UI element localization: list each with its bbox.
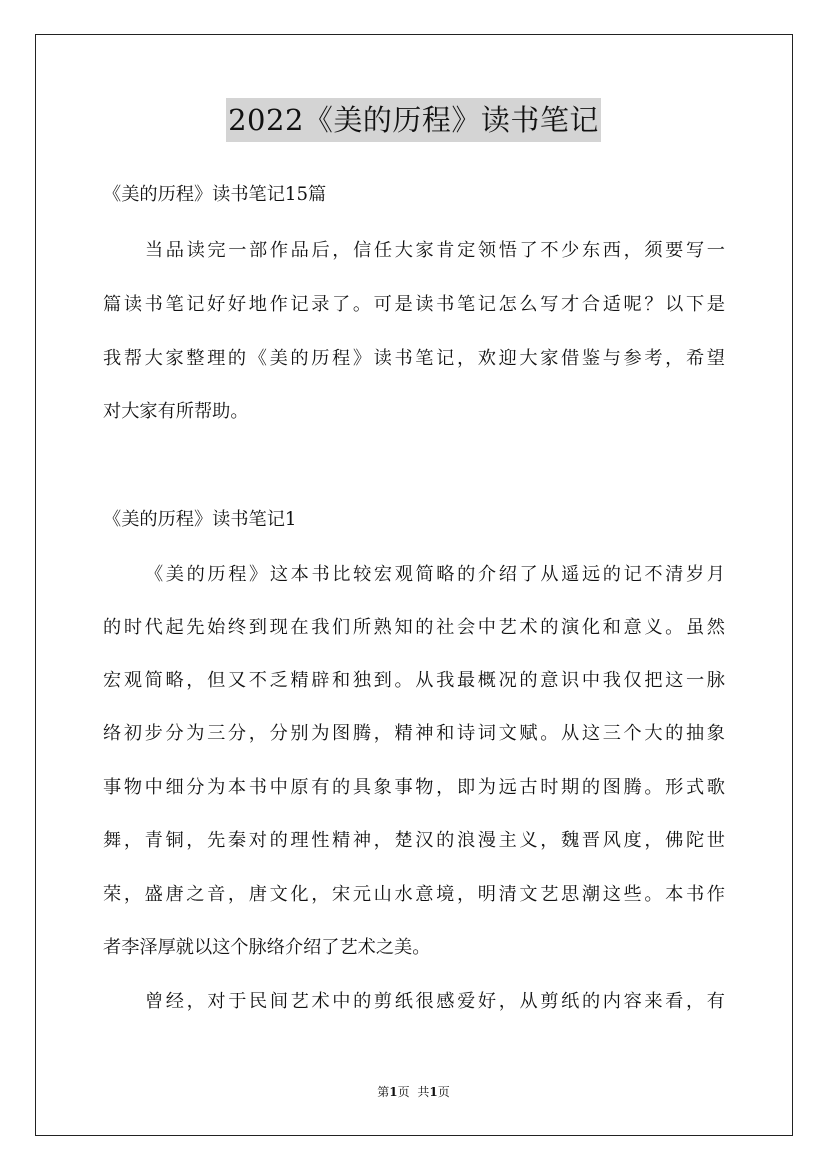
- subtitle: 《美的历程》读书笔记15篇: [103, 184, 327, 205]
- intro-line-2: 篇读书笔记好好地作记录了。可是读书笔记怎么写才合适呢？以下是: [103, 294, 725, 315]
- page-suffix: 页: [397, 1085, 410, 1099]
- page-prefix: 第: [377, 1085, 390, 1099]
- document-title: 2022《美的历程》读书笔记: [226, 98, 601, 142]
- body-line-6: 舞，青铜，先秦对的理性精神，楚汉的浪漫主义，魏晋风度，佛陀世: [103, 830, 725, 851]
- body-line-3: 宏观简略，但又不乏精辟和独到。从我最概况的意识中我仅把这一脉: [103, 670, 725, 691]
- total-pages: 1: [429, 1085, 438, 1099]
- body-line-9: 曾经，对于民间艺术中的剪纸很感爱好，从剪纸的内容来看，有: [145, 991, 725, 1012]
- intro-line-4: 对大家有所帮助。: [103, 401, 249, 422]
- section-heading: 《美的历程》读书笔记1: [103, 509, 297, 530]
- body-line-7: 荣，盛唐之音，唐文化，宋元山水意境，明清文艺思潮这些。本书作: [103, 884, 725, 905]
- page-number: 1: [389, 1085, 398, 1099]
- body-line-4: 络初步分为三分，分别为图腾，精神和诗词文赋。从这三个大的抽象: [103, 723, 725, 744]
- total-prefix: 共: [417, 1085, 430, 1099]
- title-container: [0, 98, 827, 142]
- intro-line-1: 当品读完一部作品后，信任大家肯定领悟了不少东西，须要写一: [145, 240, 725, 261]
- page-footer: [0, 1084, 827, 1100]
- total-suffix: 页: [437, 1085, 450, 1099]
- body-line-1: 《美的历程》这本书比较宏观简略的介绍了从遥远的记不清岁月: [145, 564, 725, 585]
- intro-line-3: 我帮大家整理的《美的历程》读书笔记，欢迎大家借鉴与参考，希望: [103, 348, 725, 369]
- body-line-2: 的时代起先始终到现在我们所熟知的社会中艺术的演化和意义。虽然: [103, 617, 725, 638]
- body-line-5: 事物中细分为本书中原有的具象事物，即为远古时期的图腾。形式歌: [103, 777, 725, 798]
- body-line-8: 者李泽厚就以这个脉络介绍了艺术之美。: [103, 937, 431, 958]
